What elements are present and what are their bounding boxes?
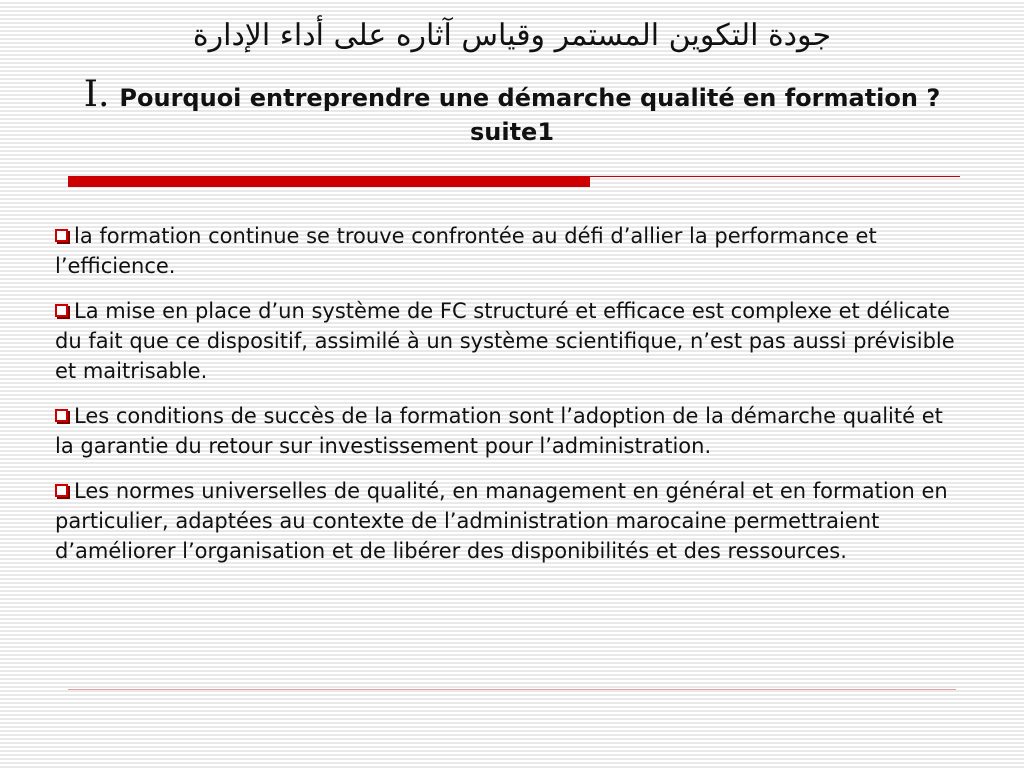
arabic-title: جودة التكوين المستمر وقياس آثاره على أداء الإدارة xyxy=(192,18,832,53)
title-divider xyxy=(68,173,960,187)
list-item xyxy=(55,476,955,566)
bullet-text: Les conditions de succès de la formation sont l’adoption de la démarche qualité et la garantie du retour sur investissement pour l’administration. xyxy=(55,404,943,458)
bullet-text: la formation continue se trouve confrontée au défi d’allier la performance et l’efficience. xyxy=(55,224,877,278)
bullet-text: Les normes universelles de qualité, en management en général et en formation en particulier, adaptées au contexte de l’administration marocaine permettraient d’améliorer l’organisation et de libérer des disponibilités et des ressources. xyxy=(55,479,948,563)
list-item xyxy=(55,221,955,281)
list-item xyxy=(55,296,955,386)
hollow-square-bullet-icon xyxy=(55,484,68,497)
title-number: I. xyxy=(83,74,110,115)
list-item xyxy=(55,401,955,461)
footer-divider xyxy=(68,689,956,690)
bullet-list xyxy=(55,221,955,581)
divider-thick-bar xyxy=(68,177,590,187)
title-text: Pourquoi entreprendre une démarche qualité en formation ? suite1 xyxy=(119,84,941,146)
hollow-square-bullet-icon xyxy=(55,409,68,422)
bullet-text: La mise en place d’un système de FC structuré et efficace est complexe et délicate du fait que ce dispositif, assimilé à un système scientifique, n’est pas aussi prévisible et maitrisable. xyxy=(55,299,955,383)
page-title xyxy=(60,74,964,149)
hollow-square-bullet-icon xyxy=(55,229,68,242)
hollow-square-bullet-icon xyxy=(55,304,68,317)
